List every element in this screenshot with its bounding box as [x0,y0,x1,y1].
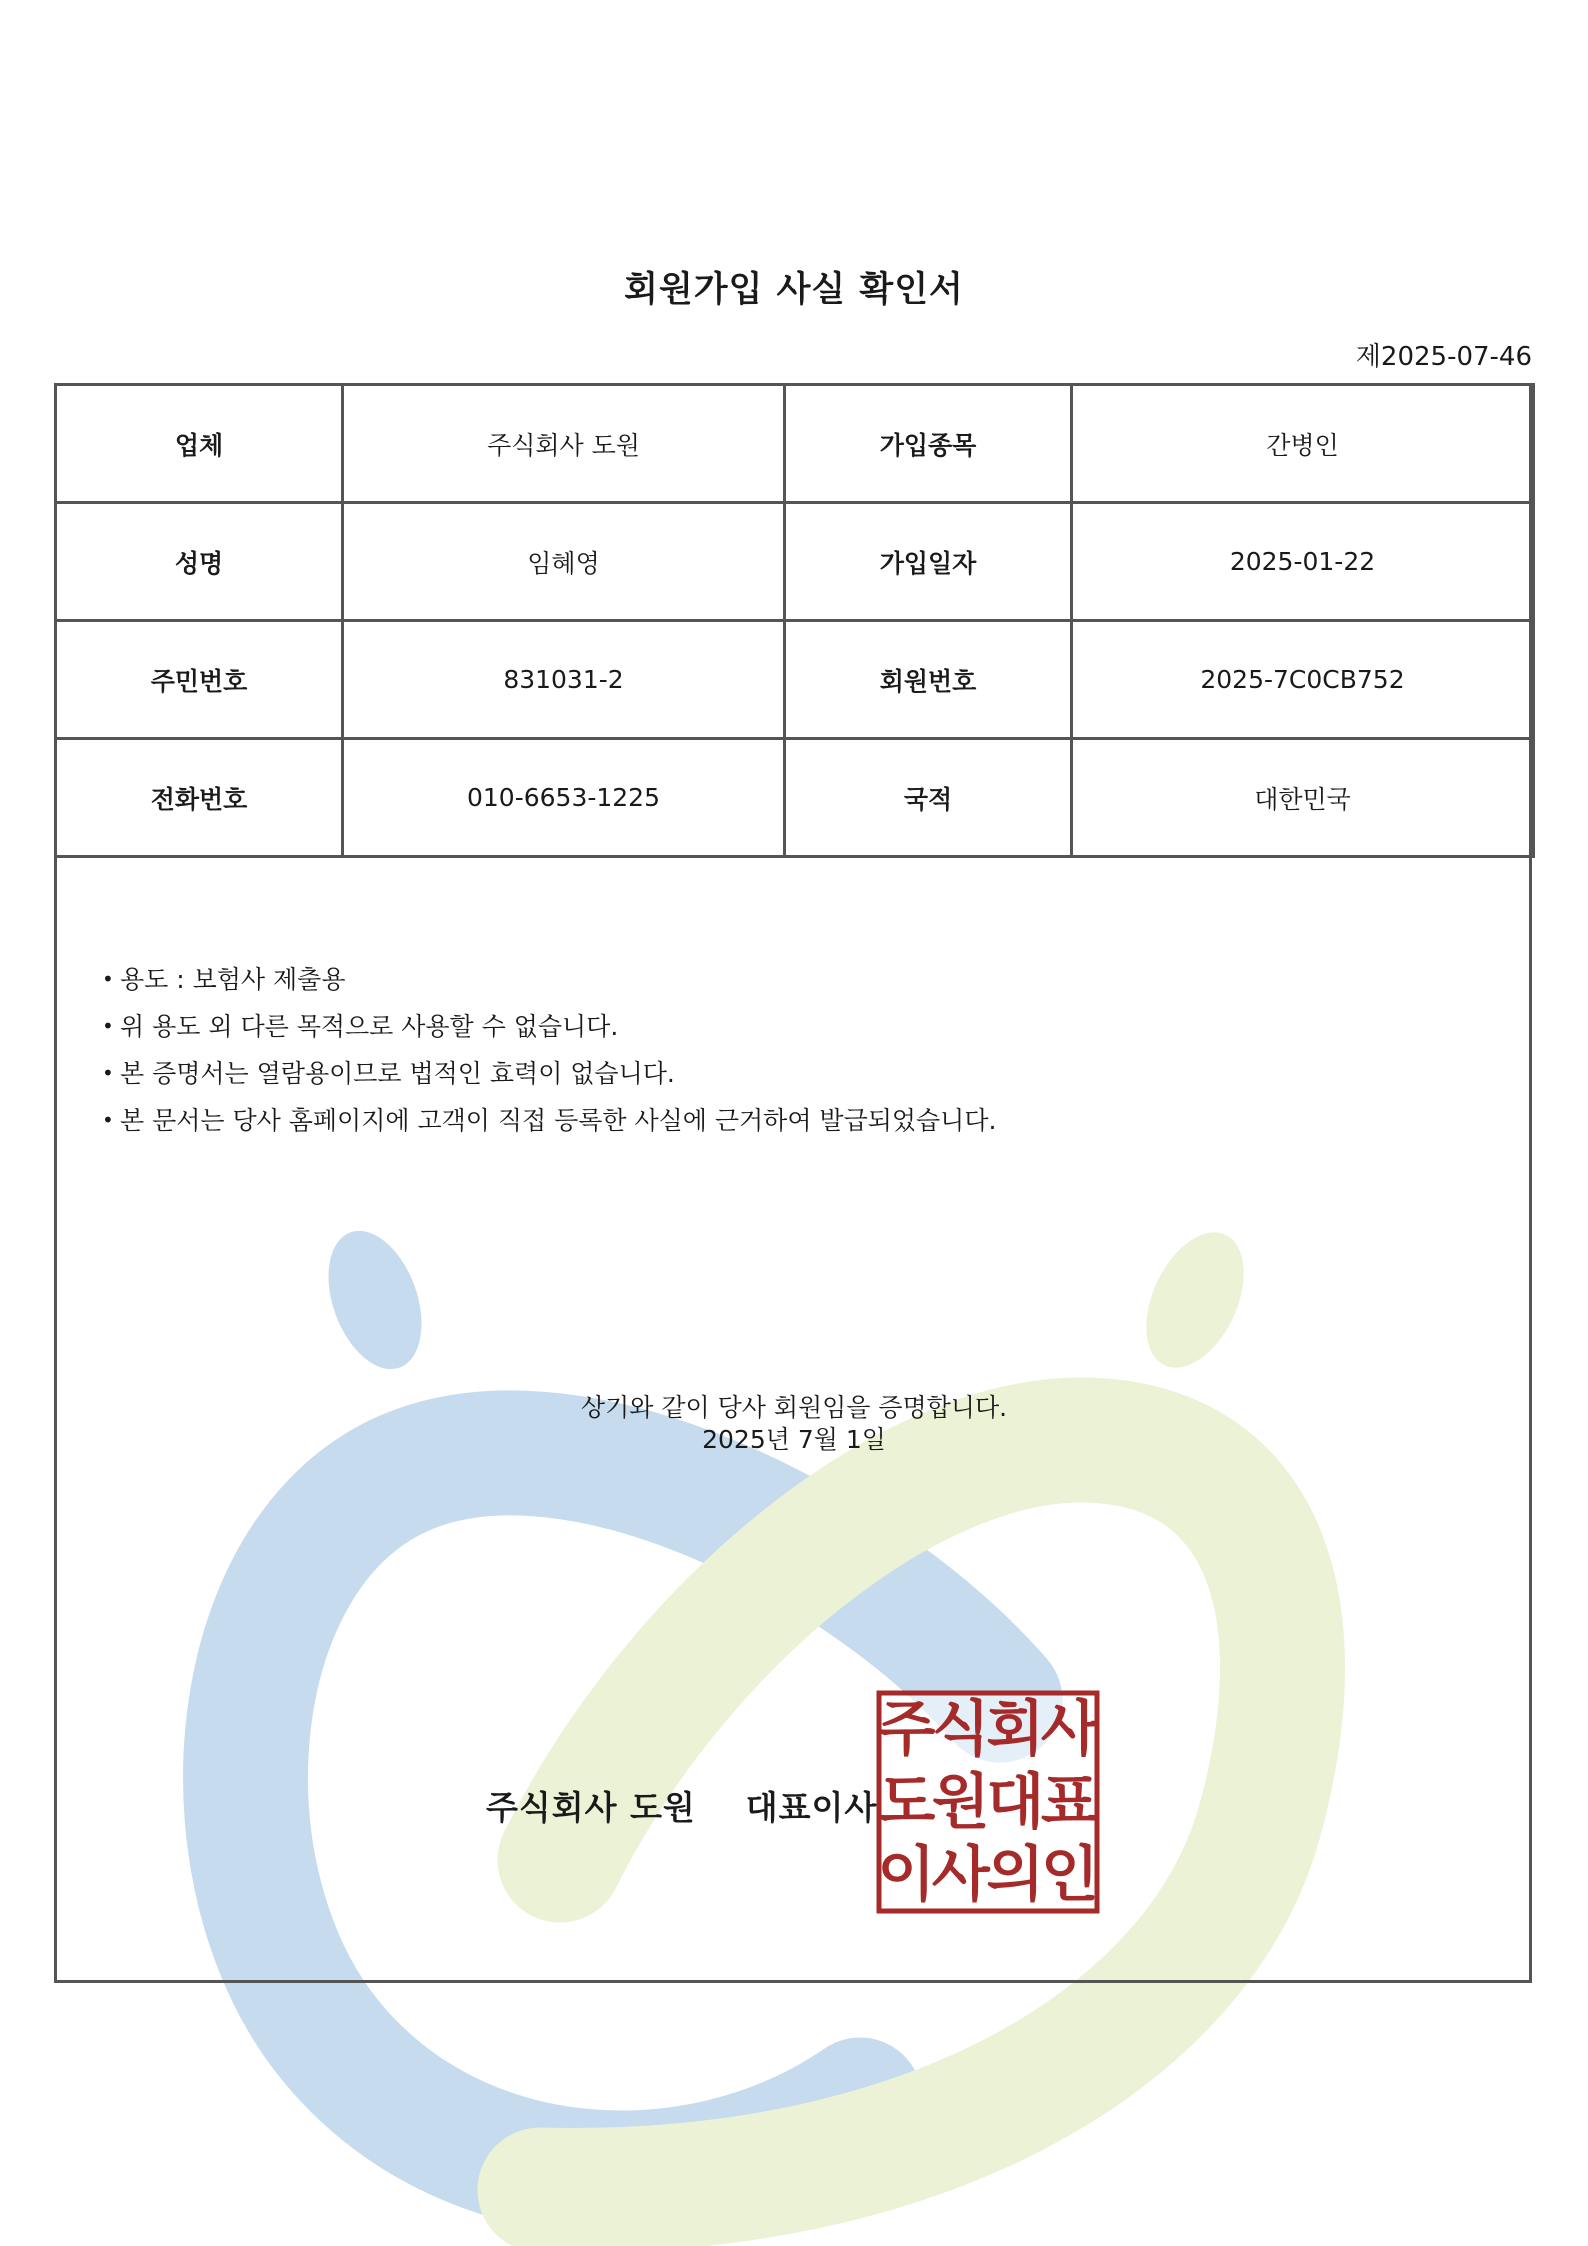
seal-glyph: 대 [986,1767,1045,1838]
seal-glyph: 도 [877,1767,936,1838]
value-join-date: 2025-01-22 [1072,503,1534,621]
member-info-table [54,383,1535,858]
seal-glyph: 표 [1040,1767,1099,1838]
document-number: 제2025-07-46 [1355,342,1532,372]
label-member-number: 회원번호 [785,621,1072,739]
label-resident-number: 주민번호 [56,621,343,739]
certification-statement [0,1392,1588,1456]
notes-list [102,956,996,1144]
note-item-purpose: • 용도 : 보험사 제출용 [102,956,996,1003]
company-seal-stamp [876,1690,1100,1914]
value-member-number: 2025-7C0CB752 [1072,621,1534,739]
statement-text: 상기와 같이 당사 회원임을 증명합니다. [580,1393,1008,1422]
value-resident-number: 831031-2 [343,621,785,739]
table-row [56,621,1534,739]
value-nationality: 대한민국 [1072,739,1534,857]
label-membership-type: 가입종목 [785,385,1072,503]
seal-glyph: 인 [1040,1840,1099,1910]
seal-glyph: 식 [931,1694,990,1765]
label-nationality: 국적 [785,739,1072,857]
seal-glyph: 의 [986,1840,1045,1910]
note-item-source: • 본 문서는 당사 홈페이지에 고객이 직접 등록한 사실에 근거하여 발급되었습니다. [102,1097,996,1144]
seal-glyph: 사 [931,1840,990,1910]
seal-glyph: 이 [877,1840,936,1910]
signature-block [486,1782,877,1829]
label-name: 성명 [56,503,343,621]
seal-glyph: 사 [1040,1694,1099,1765]
table-row [56,739,1534,857]
document-title: 회원가입 사실 확인서 [624,270,964,310]
value-company: 주식회사 도원 [343,385,785,503]
note-item-restriction: • 위 용도 외 다른 목적으로 사용할 수 없습니다. [102,1003,996,1050]
value-phone: 010-6653-1225 [343,739,785,857]
value-membership-type: 간병인 [1072,385,1534,503]
signature-company: 주식회사 도원 [486,1788,696,1827]
seal-glyph: 회 [986,1694,1045,1765]
seal-glyph: 원 [931,1767,990,1838]
signature-position: 대표이사 [745,1788,878,1827]
issue-date: 2025년 7월 1일 [702,1425,886,1454]
seal-glyph: 주 [877,1694,936,1765]
label-join-date: 가입일자 [785,503,1072,621]
note-item-legal: • 본 증명서는 열람용이므로 법적인 효력이 없습니다. [102,1050,996,1097]
label-phone: 전화번호 [56,739,343,857]
label-company: 업체 [56,385,343,503]
table-row [56,385,1534,503]
table-row [56,503,1534,621]
value-name: 임혜영 [343,503,785,621]
